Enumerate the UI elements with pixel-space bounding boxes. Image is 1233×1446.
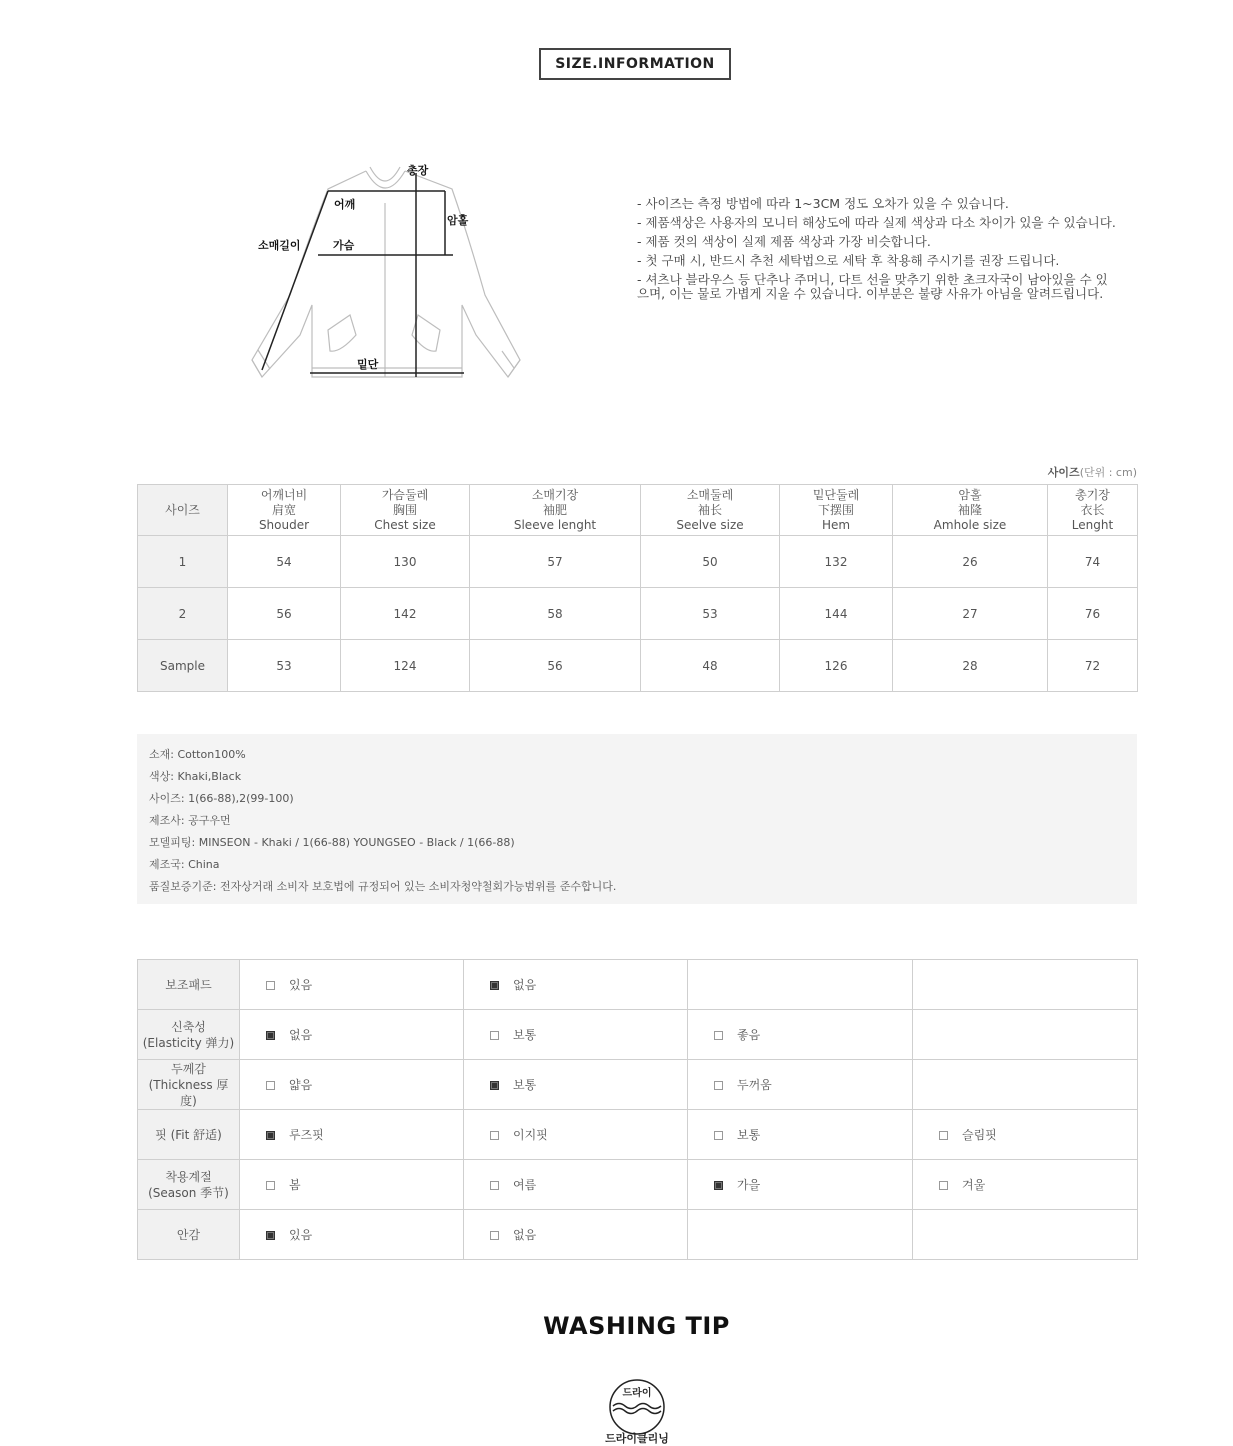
header-hem: [780, 485, 893, 536]
info-quality: 품질보증기준: 전자상거래 소비자 보호법에 규정되어 있는 소비자청약철회가능범위를 준수합니다.: [149, 880, 617, 893]
info-origin: 제조국: China: [149, 858, 220, 871]
label-armhole: 암홀: [447, 214, 469, 227]
attr-option: [688, 1160, 913, 1210]
note-line: - 첫 구매 시, 반드시 추천 세탁법으로 세탁 후 착용해 주시기를 권장 드립니다.: [637, 253, 1060, 268]
checkbox: [490, 1031, 499, 1040]
attr-option: [240, 1210, 464, 1260]
attr-row-lining: [138, 1210, 1138, 1260]
header-chest: [341, 485, 470, 536]
header-ko: 밑단둘레: [812, 487, 860, 502]
attr-empty: [913, 1010, 1138, 1060]
header-zh: 袖隆: [957, 502, 982, 517]
checkbox-checked: [266, 1131, 275, 1140]
checkbox-checked: [490, 981, 499, 990]
table-cell: 50: [641, 536, 780, 588]
table-row: [138, 588, 1138, 640]
checkbox: [714, 1131, 723, 1140]
option-label: 없음: [289, 1028, 313, 1042]
table-cell: 144: [780, 588, 893, 640]
attr-label: 안감: [138, 1210, 240, 1260]
header-armhole: [893, 485, 1048, 536]
row-size: 1: [138, 536, 228, 588]
header-shoulder: [228, 485, 341, 536]
header-zh: 衣长: [1080, 502, 1105, 517]
header-length: [1048, 485, 1138, 536]
unit-caption: [1000, 464, 1137, 480]
label-shoulder: 어깨: [334, 198, 356, 211]
checkbox: [490, 1181, 499, 1190]
checkbox-checked: [266, 1031, 275, 1040]
unit-bold: 사이즈: [1047, 466, 1080, 479]
checkbox-checked: [266, 1231, 275, 1240]
attr-empty: [913, 1060, 1138, 1110]
header-size: 사이즈: [138, 485, 228, 536]
attr-option: [240, 1010, 464, 1060]
unit-rest: (단위 : cm): [1079, 466, 1137, 479]
header-ko: 소매기장: [531, 487, 579, 502]
table-cell: 76: [1048, 588, 1138, 640]
checkbox: [490, 1231, 499, 1240]
attr-option: [688, 1110, 913, 1160]
attr-option: [464, 1110, 688, 1160]
header-ko: 소매둘레: [686, 487, 734, 502]
table-cell: 142: [341, 588, 470, 640]
attr-label: 신축성 (Elasticity 弹力): [138, 1010, 240, 1060]
attr-label: 보조패드: [138, 960, 240, 1010]
header-en: Lenght: [1071, 517, 1114, 532]
washing-tip-title: WASHING TIP: [543, 1312, 730, 1340]
attr-label: 착용계절 (Season 季节): [138, 1160, 240, 1210]
table-row: [138, 640, 1138, 692]
option-label: 여름: [513, 1178, 537, 1192]
option-label: 겨울: [962, 1178, 986, 1192]
table-cell: 130: [341, 536, 470, 588]
attr-option: [240, 960, 464, 1010]
note-line: 으며, 이는 물로 가볍게 지울 수 있습니다. 이부분은 불량 사유가 아님을 알려드립니다.: [637, 286, 1104, 301]
header-en: Seelve size: [676, 517, 744, 532]
option-label: 좋음: [737, 1028, 761, 1042]
size-information-title: SIZE.INFORMATION: [539, 48, 731, 80]
table-cell: 58: [470, 588, 641, 640]
attr-option: [464, 1210, 688, 1260]
option-label: 얇음: [289, 1078, 313, 1092]
table-cell: 26: [893, 536, 1048, 588]
header-en: Chest size: [374, 517, 436, 532]
option-label: 슬림핏: [962, 1128, 997, 1142]
header-zh: 下摆围: [817, 502, 854, 517]
attr-option: [464, 1160, 688, 1210]
checkbox: [939, 1131, 948, 1140]
table-cell: 53: [641, 588, 780, 640]
size-table-header: [138, 485, 1138, 536]
attr-empty: [688, 1210, 913, 1260]
table-row: [138, 536, 1138, 588]
attr-option: [464, 960, 688, 1010]
checkbox-checked: [490, 1081, 499, 1090]
info-size: 사이즈: 1(66-88),2(99-100): [149, 792, 294, 805]
option-label: 두꺼움: [737, 1078, 772, 1092]
note-line: - 셔츠나 블라우스 등 단추나 주머니, 다트 선을 맞추기 위한 초크자국이 남아있을 수 있: [637, 272, 1108, 287]
attr-option: [464, 1010, 688, 1060]
attr-option: [688, 1060, 913, 1110]
table-cell: 56: [470, 640, 641, 692]
header-en: Shouder: [258, 517, 310, 532]
option-label: 보통: [513, 1028, 537, 1042]
label-total-length: 총장: [407, 164, 429, 177]
header-sleeve-size: [641, 485, 780, 536]
checkbox: [266, 981, 275, 990]
option-label: 이지핏: [513, 1128, 548, 1142]
dry-icon-text: 드라이: [622, 1388, 652, 1399]
checkbox: [266, 1181, 275, 1190]
header-ko: 가슴둘레: [381, 487, 429, 502]
header-en: Hem: [821, 517, 851, 532]
attr-option: [240, 1060, 464, 1110]
attr-option: [240, 1160, 464, 1210]
option-label: 있음: [289, 978, 313, 992]
attr-row-fit: [138, 1110, 1138, 1160]
attr-option: [240, 1110, 464, 1160]
header-ko: 암홀: [958, 487, 982, 502]
note-line: - 제품색상은 사용자의 모니터 해상도에 따라 실제 색상과 다소 차이가 있을 수 있습니다.: [637, 215, 1116, 230]
attr-option: [913, 1110, 1138, 1160]
header-zh: 肩宽: [271, 502, 296, 517]
row-size: Sample: [138, 640, 228, 692]
header-zh: 胸围: [392, 502, 417, 517]
checkbox: [714, 1031, 723, 1040]
header-en: Sleeve lenght: [513, 517, 597, 532]
table-cell: 53: [228, 640, 341, 692]
note-line: - 사이즈는 측정 방법에 따라 1~3CM 정도 오차가 있을 수 있습니다.: [637, 196, 1009, 211]
jacket-diagram: [240, 155, 540, 390]
header-sleeve-length: [470, 485, 641, 536]
table-cell: 56: [228, 588, 341, 640]
attr-option: [464, 1060, 688, 1110]
table-cell: 74: [1048, 536, 1138, 588]
table-cell: 54: [228, 536, 341, 588]
row-size: 2: [138, 588, 228, 640]
attr-label: 두께감 (Thickness 厚度): [138, 1060, 240, 1110]
info-model-fitting: 모델피팅: MINSEON - Khaki / 1(66-88) YOUNGSEO - Black / 1(66-88): [149, 836, 515, 849]
wash-label-dry-cleaning: 드라이클리닝: [605, 1432, 669, 1445]
option-label: 가을: [737, 1178, 761, 1192]
table-cell: 27: [893, 588, 1048, 640]
header-en: Amhole size: [933, 517, 1007, 532]
attr-row-thickness: [138, 1060, 1138, 1110]
attr-label: 핏 (Fit 舒适): [138, 1110, 240, 1160]
table-cell: 57: [470, 536, 641, 588]
header-ko: 어깨너비: [260, 487, 308, 502]
note-line: - 제품 컷의 색상이 실제 제품 색상과 가장 비슷합니다.: [637, 234, 931, 249]
attr-empty: [913, 1210, 1138, 1260]
table-cell: 48: [641, 640, 780, 692]
info-color: 색상: Khaki,Black: [149, 770, 242, 783]
size-table: [137, 484, 1138, 692]
option-label: 루즈핏: [289, 1128, 324, 1142]
label-sleeve-length: 소매길이: [258, 239, 301, 252]
label-hem: 밑단: [357, 358, 379, 371]
attr-row-season: [138, 1160, 1138, 1210]
checkbox: [714, 1081, 723, 1090]
checkbox: [939, 1181, 948, 1190]
info-material: 소재: Cotton100%: [149, 748, 246, 761]
size-notes: [637, 194, 1137, 301]
attr-empty: [688, 960, 913, 1010]
attr-row-padding: [138, 960, 1138, 1010]
attr-row-elasticity: [138, 1010, 1138, 1060]
option-label: 보통: [737, 1128, 761, 1142]
table-cell: 126: [780, 640, 893, 692]
header-ko: 총기장: [1075, 487, 1110, 502]
option-label: 보통: [513, 1078, 537, 1092]
label-chest: 가슴: [333, 239, 355, 252]
table-cell: 124: [341, 640, 470, 692]
option-label: 봄: [289, 1178, 301, 1192]
info-manufacturer: 제조사: 공구우먼: [149, 814, 231, 827]
attribute-table: [137, 959, 1138, 1260]
table-cell: 28: [893, 640, 1048, 692]
checkbox: [490, 1131, 499, 1140]
table-cell: 72: [1048, 640, 1138, 692]
option-label: 있음: [289, 1228, 313, 1242]
product-info: [137, 734, 1137, 904]
checkbox: [266, 1081, 275, 1090]
header-zh: 袖肥: [542, 502, 567, 517]
attr-option: [688, 1010, 913, 1060]
attr-option: [913, 1160, 1138, 1210]
option-label: 없음: [513, 1228, 537, 1242]
checkbox-checked: [714, 1181, 723, 1190]
table-cell: 132: [780, 536, 893, 588]
option-label: 없음: [513, 978, 537, 992]
header-zh: 袖长: [697, 502, 722, 517]
attr-empty: [913, 960, 1138, 1010]
